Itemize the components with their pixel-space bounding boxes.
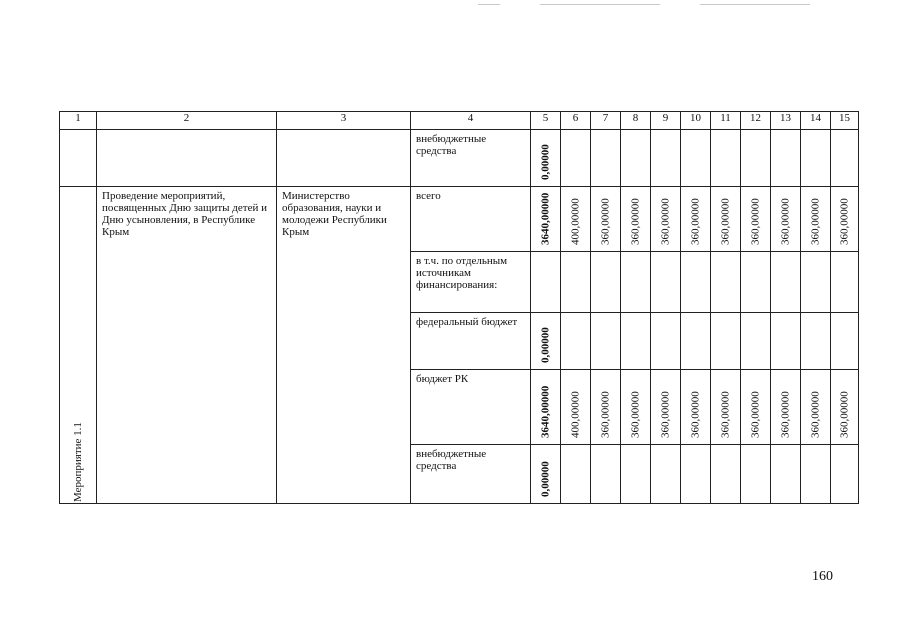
empty-cell bbox=[681, 313, 711, 370]
year-value-cell bbox=[801, 370, 831, 445]
funding-table bbox=[59, 111, 859, 504]
empty-cell bbox=[651, 130, 681, 187]
empty-cell bbox=[60, 130, 97, 187]
event-name-cell-text: Проведение мероприятий, посвященных Дню защиты детей и Дню усыновления, в Республике Крым bbox=[102, 190, 267, 238]
cell-value: 3640,00000 bbox=[539, 192, 552, 245]
executor-cell bbox=[277, 187, 411, 504]
source-cell bbox=[411, 252, 531, 313]
header-row bbox=[60, 112, 859, 130]
cell-value: 360,00000 bbox=[719, 198, 732, 245]
empty-cell bbox=[771, 252, 801, 313]
empty-cell bbox=[801, 445, 831, 504]
cell-value: 360,00000 bbox=[689, 198, 702, 245]
column-header: 5 bbox=[531, 112, 561, 130]
column-header: 1 bbox=[60, 112, 97, 130]
empty-cell bbox=[621, 313, 651, 370]
cell-value: 360,00000 bbox=[659, 391, 672, 438]
empty-cell bbox=[801, 313, 831, 370]
cell-value: 360,00000 bbox=[809, 198, 822, 245]
cell-value: 400,00000 bbox=[569, 198, 582, 245]
empty-cell bbox=[771, 130, 801, 187]
cell-value: 0,00000 bbox=[539, 144, 552, 180]
column-header: 3 bbox=[277, 112, 411, 130]
source-cell bbox=[411, 130, 531, 187]
empty-cell bbox=[711, 445, 741, 504]
column-header: 11 bbox=[711, 112, 741, 130]
empty-cell bbox=[561, 130, 591, 187]
page-number: 160 bbox=[812, 569, 833, 584]
year-value-cell bbox=[621, 187, 651, 252]
total-cell bbox=[531, 370, 561, 445]
empty-cell bbox=[831, 445, 859, 504]
column-header: 12 bbox=[741, 112, 771, 130]
cell-value: 360,00000 bbox=[659, 198, 672, 245]
year-value-cell bbox=[681, 187, 711, 252]
cell-value: 0,00000 bbox=[539, 461, 552, 497]
event-label: Мероприятие 1.1 bbox=[72, 422, 84, 502]
cell-value: 360,00000 bbox=[838, 391, 851, 438]
table-row bbox=[60, 187, 859, 252]
cell-value: 3640,00000 bbox=[539, 385, 552, 438]
empty-cell bbox=[621, 252, 651, 313]
source-cell bbox=[411, 370, 531, 445]
cell-value: 360,00000 bbox=[779, 198, 792, 245]
empty-cell bbox=[741, 252, 771, 313]
cell-value: 360,00000 bbox=[599, 391, 612, 438]
year-value-cell bbox=[561, 370, 591, 445]
column-header: 14 bbox=[801, 112, 831, 130]
total-cell bbox=[531, 445, 561, 504]
empty-cell bbox=[591, 252, 621, 313]
column-header: 4 bbox=[411, 112, 531, 130]
year-value-cell bbox=[711, 370, 741, 445]
empty-cell bbox=[831, 130, 859, 187]
executor-cell-text: Министерство образования, науки и молодежи Республики Крым bbox=[282, 190, 387, 238]
source-cell bbox=[411, 187, 531, 252]
cell-value: 360,00000 bbox=[749, 391, 762, 438]
empty-cell bbox=[801, 252, 831, 313]
empty-cell bbox=[651, 445, 681, 504]
empty-cell bbox=[831, 313, 859, 370]
year-value-cell bbox=[621, 370, 651, 445]
source-cell-text: внебюджетные средства bbox=[416, 133, 487, 157]
empty-cell bbox=[621, 445, 651, 504]
year-value-cell bbox=[771, 187, 801, 252]
empty-cell bbox=[711, 313, 741, 370]
cell-value: 400,00000 bbox=[569, 391, 582, 438]
event-label-cell bbox=[60, 187, 97, 504]
cell-value: 360,00000 bbox=[629, 391, 642, 438]
empty-cell bbox=[621, 130, 651, 187]
year-value-cell bbox=[651, 370, 681, 445]
empty-cell bbox=[591, 313, 621, 370]
empty-cell bbox=[711, 252, 741, 313]
scan-artifact bbox=[540, 4, 660, 5]
empty-cell bbox=[801, 130, 831, 187]
source-cell-text: федеральный бюджет bbox=[416, 316, 518, 328]
year-value-cell bbox=[771, 370, 801, 445]
total-cell bbox=[531, 130, 561, 187]
empty-cell bbox=[741, 313, 771, 370]
table-row bbox=[60, 130, 859, 187]
empty-cell bbox=[681, 252, 711, 313]
cell-value: 360,00000 bbox=[719, 391, 732, 438]
source-cell-text: бюджет РК bbox=[416, 373, 469, 385]
column-header: 15 bbox=[831, 112, 859, 130]
empty-cell bbox=[771, 445, 801, 504]
cell-value: 360,00000 bbox=[809, 391, 822, 438]
source-cell bbox=[411, 313, 531, 370]
empty-cell bbox=[651, 313, 681, 370]
empty-cell bbox=[561, 445, 591, 504]
column-header: 2 bbox=[97, 112, 277, 130]
empty-cell bbox=[651, 252, 681, 313]
column-header: 10 bbox=[681, 112, 711, 130]
column-header: 8 bbox=[621, 112, 651, 130]
total-cell bbox=[531, 187, 561, 252]
year-value-cell bbox=[711, 187, 741, 252]
year-value-cell bbox=[561, 187, 591, 252]
year-value-cell bbox=[831, 370, 859, 445]
cell-value: 360,00000 bbox=[689, 391, 702, 438]
cell-value: 360,00000 bbox=[838, 198, 851, 245]
year-value-cell bbox=[591, 187, 621, 252]
source-cell-text: в т.ч. по отдельным источникам финансирования: bbox=[416, 255, 508, 291]
empty-cell bbox=[591, 130, 621, 187]
cell-value: 0,00000 bbox=[539, 327, 552, 363]
cell-value: 360,00000 bbox=[599, 198, 612, 245]
cell-value: 360,00000 bbox=[629, 198, 642, 245]
empty-cell bbox=[831, 252, 859, 313]
source-cell-text: всего bbox=[416, 190, 441, 202]
year-value-cell bbox=[741, 370, 771, 445]
empty-cell bbox=[741, 130, 771, 187]
scan-artifact bbox=[700, 4, 810, 5]
event-name-cell bbox=[97, 187, 277, 504]
total-cell bbox=[531, 313, 561, 370]
empty-cell bbox=[681, 130, 711, 187]
column-header: 7 bbox=[591, 112, 621, 130]
column-header: 9 bbox=[651, 112, 681, 130]
column-header: 13 bbox=[771, 112, 801, 130]
empty-cell bbox=[681, 445, 711, 504]
year-value-cell bbox=[681, 370, 711, 445]
year-value-cell bbox=[651, 187, 681, 252]
cell-value: 360,00000 bbox=[749, 198, 762, 245]
source-cell bbox=[411, 445, 531, 504]
empty-cell bbox=[531, 252, 561, 313]
empty-cell bbox=[741, 445, 771, 504]
year-value-cell bbox=[831, 187, 859, 252]
empty-cell bbox=[277, 130, 411, 187]
empty-cell bbox=[711, 130, 741, 187]
year-value-cell bbox=[801, 187, 831, 252]
empty-cell bbox=[561, 313, 591, 370]
scan-artifact bbox=[478, 4, 500, 5]
source-cell-text: внебюджетные средства bbox=[416, 448, 487, 472]
year-value-cell bbox=[741, 187, 771, 252]
empty-cell bbox=[591, 445, 621, 504]
empty-cell bbox=[771, 313, 801, 370]
year-value-cell bbox=[591, 370, 621, 445]
empty-cell bbox=[561, 252, 591, 313]
column-header: 6 bbox=[561, 112, 591, 130]
cell-value: 360,00000 bbox=[779, 391, 792, 438]
empty-cell bbox=[97, 130, 277, 187]
